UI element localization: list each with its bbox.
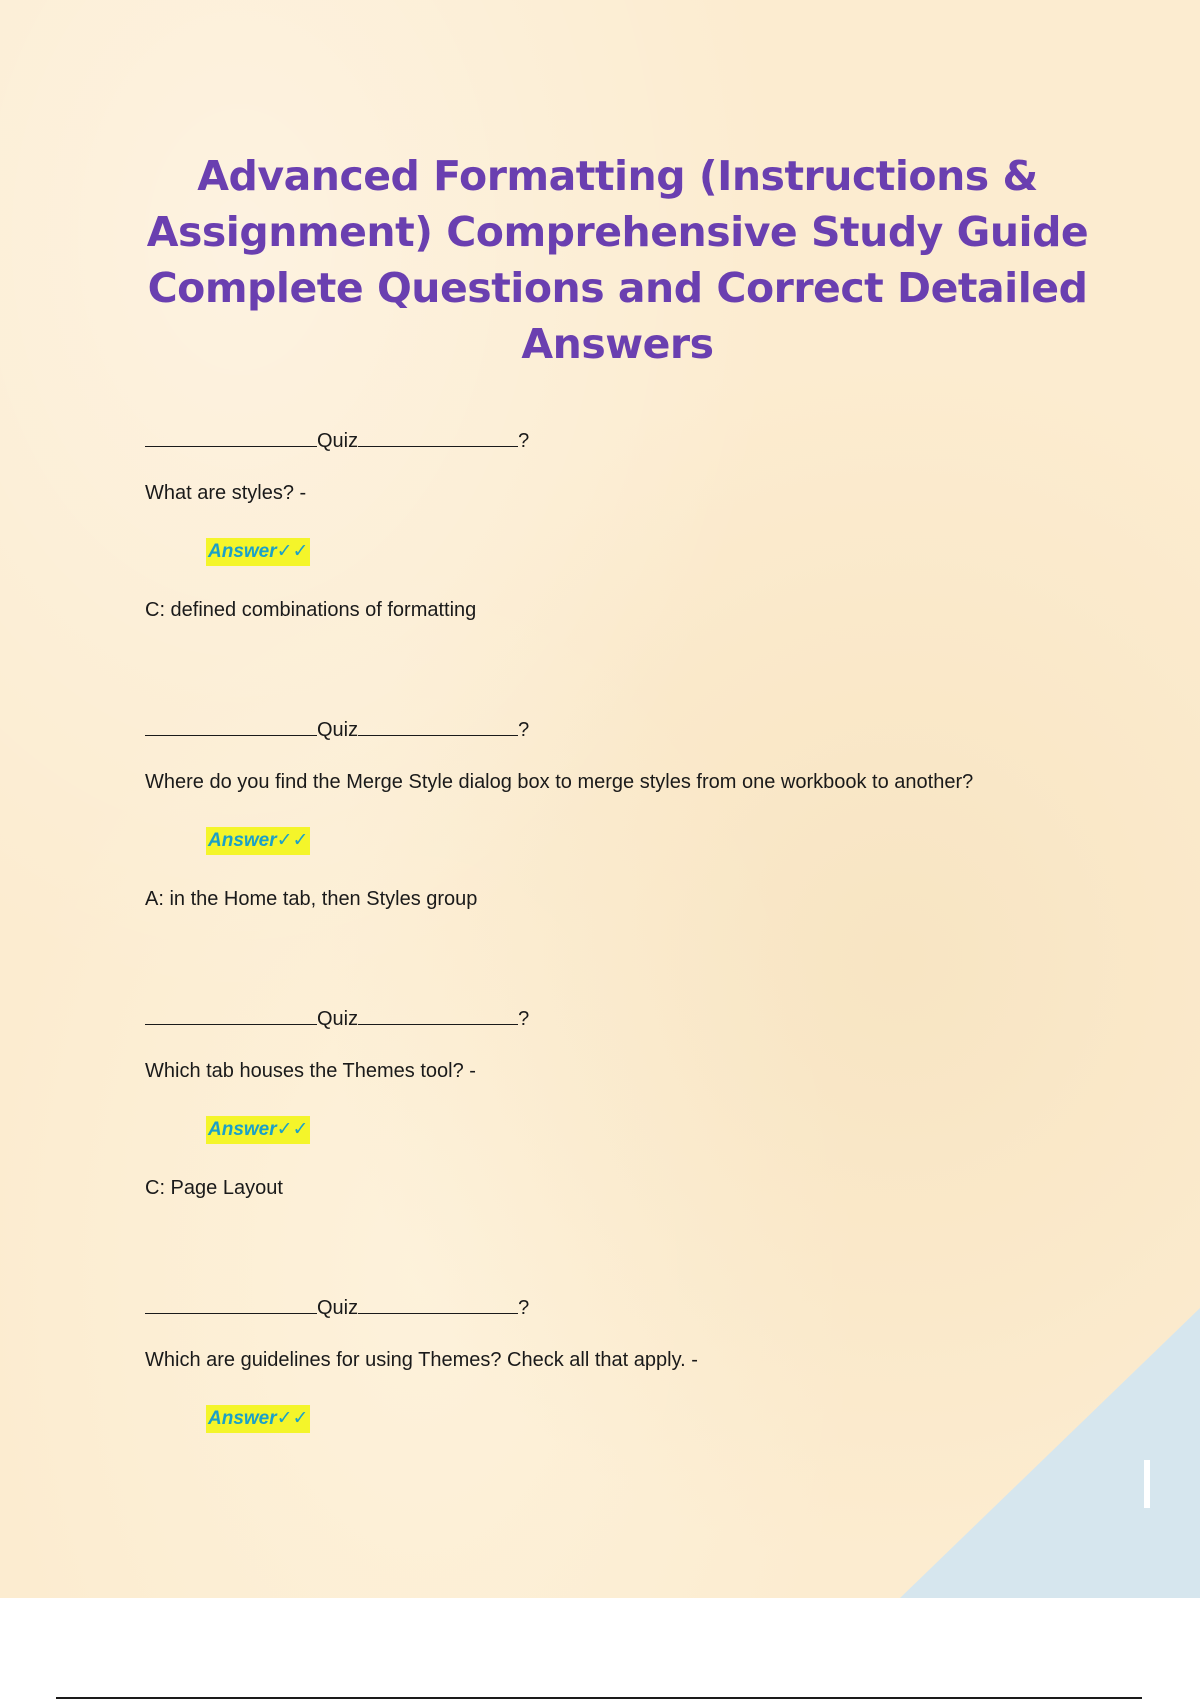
checkmark-icon: ✓✓ xyxy=(276,830,309,851)
quiz-label: Quiz xyxy=(317,1297,359,1319)
quiz-label: Quiz xyxy=(317,1008,359,1030)
checkmark-icon: ✓✓ xyxy=(276,1119,309,1140)
answer-label: Answer xyxy=(208,1119,277,1140)
answer-text: C: Page Layout xyxy=(145,1177,283,1199)
blank-line-left xyxy=(145,426,317,447)
document-title: Advanced Formatting (Instructions & Assignment) Comprehensive Study Guide Complete Questions and Correct Detailed Answers xyxy=(146,152,1089,368)
question-text: Where do you find the Merge Style dialog box to merge styles from one workbook to another? xyxy=(145,771,974,793)
quiz-heading xyxy=(145,1293,529,1320)
answer-text: C: defined combinations of formatting xyxy=(145,599,477,621)
question-text: Which tab houses the Themes tool? - xyxy=(145,1060,476,1082)
footer-divider xyxy=(56,1697,1142,1699)
answer-label: Answer xyxy=(208,1408,277,1429)
blank-line-right xyxy=(358,1293,518,1314)
blank-line-right xyxy=(358,715,518,736)
answer-label: Answer xyxy=(208,541,277,562)
page-number-mark xyxy=(1144,1460,1150,1508)
question-text: What are styles? - xyxy=(145,482,307,504)
quiz-suffix: ? xyxy=(518,1008,530,1030)
blank-line-right xyxy=(358,1004,518,1025)
blank-line-right xyxy=(358,426,518,447)
quiz-label: Quiz xyxy=(317,430,359,452)
answer-badge xyxy=(206,1116,310,1144)
quiz-label: Quiz xyxy=(317,719,359,741)
answer-badge xyxy=(206,1405,310,1433)
blank-line-left xyxy=(145,715,317,736)
corner-decoration xyxy=(900,1308,1200,1598)
quiz-suffix: ? xyxy=(518,430,530,452)
question-text: Which are guidelines for using Themes? Check all that apply. - xyxy=(145,1349,698,1371)
answer-badge xyxy=(206,827,310,855)
quiz-heading xyxy=(145,715,529,742)
blank-line-left xyxy=(145,1293,317,1314)
answer-badge xyxy=(206,538,310,566)
answer-label: Answer xyxy=(208,830,277,851)
quiz-heading xyxy=(145,1004,529,1031)
blank-line-left xyxy=(145,1004,317,1025)
quiz-heading xyxy=(145,426,529,453)
checkmark-icon: ✓✓ xyxy=(276,1408,309,1429)
checkmark-icon: ✓✓ xyxy=(276,541,309,562)
answer-text: A: in the Home tab, then Styles group xyxy=(145,888,478,910)
quiz-suffix: ? xyxy=(518,1297,530,1319)
quiz-suffix: ? xyxy=(518,719,530,741)
